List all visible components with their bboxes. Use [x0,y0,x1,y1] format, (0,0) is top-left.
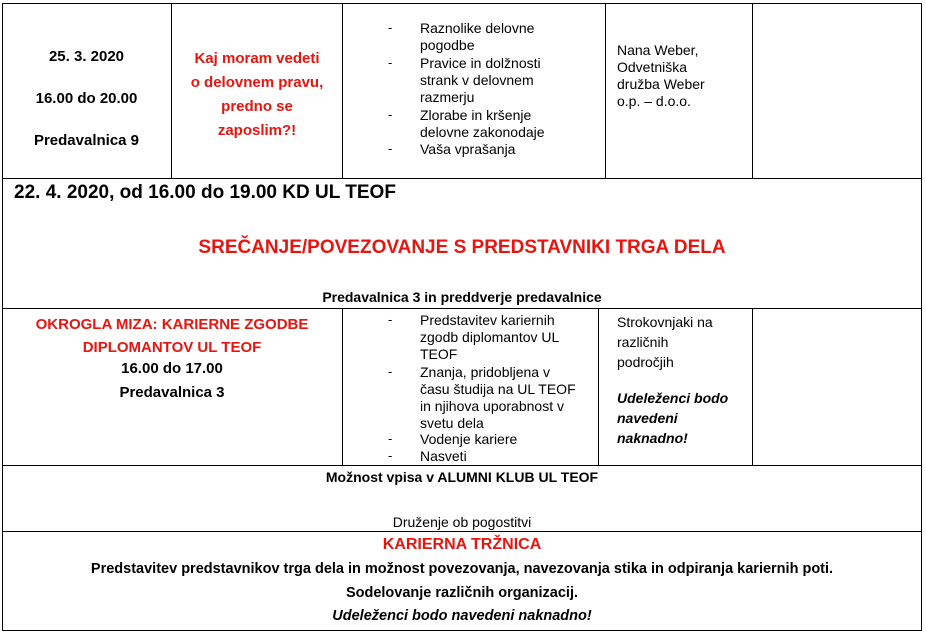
topic-line: času študija na UL TEOF [420,381,576,397]
row1-time: 16.00 do 20.00 [35,90,138,107]
row1-title [172,47,342,143]
row3-room: Predavalnica 3 [119,384,225,401]
section2-header: 22. 4. 2020, od 16.00 do 19.00 KD UL TEOF [14,182,396,203]
row3-note [617,388,728,448]
topic-item [420,20,534,54]
speaker-line: Strokovnjaki na [617,314,713,330]
bullet-dash: - [388,107,393,122]
bullet-dash: - [388,364,393,379]
topic-line: Predstavitev kariernih [420,312,555,328]
topic-line: pogodbe [420,37,475,53]
topic-line: Nasveti [420,448,467,464]
row3-title [2,313,342,359]
topic-item [420,107,545,141]
row3-col-divider-2 [598,308,599,466]
row3-col-divider-1 [342,308,343,466]
speaker-line: različnih [617,334,669,350]
row1-date: 25. 3. 2020 [48,48,125,65]
topic-line: delovne zakonodaje [420,124,545,140]
topic-line: Vaša vprašanja [420,141,516,157]
note-line: naknadno! [617,430,688,446]
alumni-club-text: Možnost vpisa v ALUMNI KLUB UL TEOF [325,469,599,485]
topic-item [420,55,541,106]
row1-title-line: Kaj moram vedeti [194,50,320,67]
topic-line: razmerju [420,89,475,105]
bullet-dash: - [388,312,393,327]
border-row3-bottom [2,465,922,466]
section2-location: Predavalnica 3 in preddverje predavalnice [322,289,602,305]
speaker-line: Odvetniška [617,59,688,75]
border-bottom [2,630,922,631]
note-line: Udeleženci bodo [617,390,729,406]
bullet-dash: - [388,20,393,35]
bullet-dash: - [388,55,393,70]
row1-speaker [617,42,705,110]
row1-col-divider-2 [342,3,343,179]
topic-item [420,364,576,432]
section2-title: SREČANJE/POVEZOVANJE S PREDSTAVNIKI TRGA DELA [198,237,726,258]
topic-item [420,431,517,448]
row3-title-line: OKROGLA MIZA: KARIERNE ZGODBE [35,316,309,333]
career-fair-note: Udeleženci bodo navedeni naknadno! [332,608,592,624]
topic-line: Znanja, pridobljena v [420,364,550,380]
topic-item [420,141,515,158]
bullet-dash: - [388,141,393,156]
topic-line: zgodb diplomantov UL [420,329,560,345]
row1-col-divider-4 [752,3,753,179]
border-row1-bottom [2,178,922,179]
row1-col-divider-3 [605,3,606,179]
row1-title-line: o delovnem pravu, [190,74,324,91]
topic-line: in njihova uporabnost v [420,398,564,414]
speaker-line: o.p. – d.o.o. [617,93,691,109]
topic-line: Raznolike delovne [420,20,535,36]
row1-title-line: predno se [221,98,293,115]
row3-time: 16.00 do 17.00 [121,360,223,377]
row3-col-divider-3 [752,308,753,466]
row1-title-line: zaposlim?! [217,122,297,139]
bullet-dash: - [388,431,393,446]
topic-line: strank v delovnem [420,72,534,88]
topic-line: svetu dela [420,415,484,431]
border-section2-bottom [2,308,922,309]
topic-item [420,312,559,363]
social-gathering-text: Druženje ob pogostitvi [392,514,532,530]
topic-line: Zlorabe in kršenje [420,107,532,123]
speaker-line: Nana Weber, [617,42,699,58]
row3-title-line: DIPLOMANTOV UL TEOF [82,339,262,356]
topic-line: Vodenje kariere [420,431,518,447]
topic-item [420,448,467,465]
career-fair-organizations: Sodelovanje različnih organizacij. [345,585,579,601]
note-line: navedeni [617,410,678,426]
topic-line: TEOF [420,346,458,362]
row3-speaker [617,312,713,372]
bullet-dash: - [388,448,393,463]
topic-line: Pravice in dolžnosti [420,55,541,71]
border-top [2,3,922,4]
speaker-line: področjih [617,354,674,370]
row1-room: Predavalnica 9 [33,132,140,149]
career-fair-description: Predstavitev predstavnikov trga dela in možnost povezovanja, navezovanja stika in odpiranja kariernih poti. [90,561,834,577]
career-fair-title: KARIERNA TRŽNICA [382,536,542,553]
speaker-line: družba Weber [617,76,705,92]
border-section4-bottom [2,531,922,532]
